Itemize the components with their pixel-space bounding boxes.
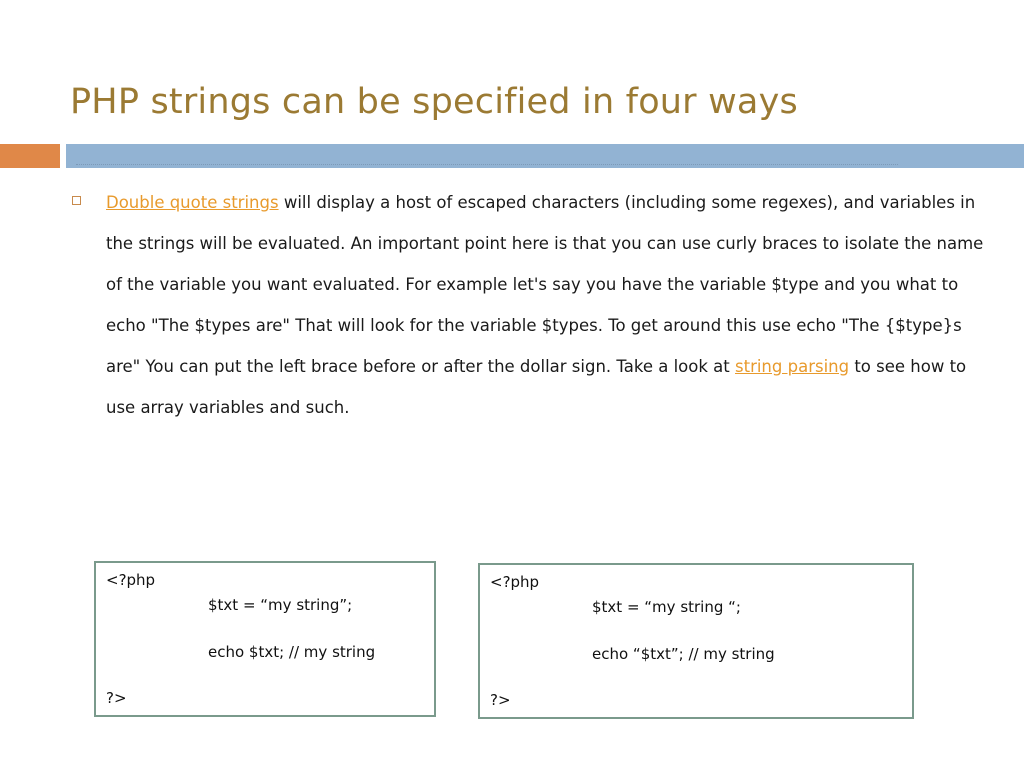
code-box-1-assign-line: $txt = “my string”; [208, 596, 353, 614]
code-box-1-echo-line: echo $txt; // my string [208, 643, 376, 661]
code-box-1 [94, 561, 436, 717]
code-box-2 [478, 563, 914, 719]
bullet-paragraph [106, 182, 986, 428]
string-parsing-link[interactable]: string parsing [735, 357, 850, 376]
code-box-2-close-tag: ?> [490, 691, 511, 709]
header-accent-orange [0, 144, 60, 168]
code-box-2-assign-line: $txt = “my string “; [592, 598, 741, 616]
code-box-2-echo-line: echo “$txt”; // my string [592, 645, 775, 663]
paragraph-text-1: will display a host of escaped characters (including some regexes), and variables in the strings will be evaluated. An important point here is that you can use curly braces to isolate the name of the variable you want evaluated. For example let's say you have the variable $type and you what to echo "The $types are" That will look for the variable $types. To get around this use echo "The {$type}s are" You can put the left brace before or after the dollar sign. Take a look at [106, 193, 984, 376]
double-quote-strings-link[interactable]: Double quote strings [106, 193, 279, 212]
paragraph-text-2: to see how to use array variables and such. [106, 357, 967, 417]
code-box-1-open-tag: <?php [106, 571, 156, 589]
code-box-2-open-tag: <?php [490, 573, 540, 591]
slide-title: PHP strings can be specified in four ways [70, 82, 798, 122]
code-box-1-close-tag: ?> [106, 689, 127, 707]
header-dotted-line [76, 164, 898, 165]
bullet-square-icon [72, 196, 81, 205]
